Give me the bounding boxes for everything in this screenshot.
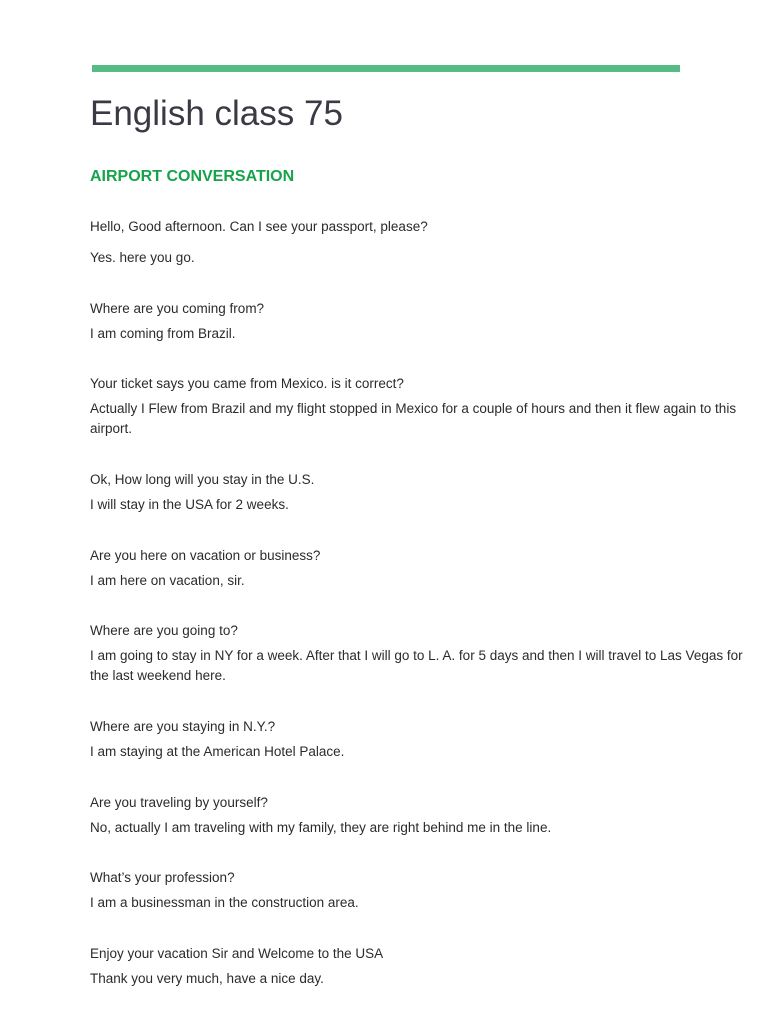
dialogue-line-traveler: I am a businessman in the construction area. (90, 895, 359, 910)
page-title: English class 75 (90, 94, 343, 133)
header-accent-rule (92, 65, 680, 72)
dialogue-line-traveler: I am coming from Brazil. (90, 326, 236, 341)
dialogue-line-officer: Are you here on vacation or business? (90, 548, 321, 563)
dialogue-line-traveler: No, actually I am traveling with my family, they are right behind me in the line. (90, 820, 552, 835)
dialogue-line-officer: Are you traveling by yourself? (90, 795, 268, 810)
dialogue-line-officer: Ok, How long will you stay in the U.S. (90, 472, 315, 487)
dialogue-line-officer: What’s your profession? (90, 870, 235, 885)
dialogue-line-officer: Where are you coming from? (90, 301, 265, 316)
dialogue-line-traveler: Yes. here you go. (90, 250, 195, 265)
dialogue-line-officer: Enjoy your vacation Sir and Welcome to the USA (90, 946, 384, 961)
section-heading: AIRPORT CONVERSATION (90, 168, 295, 185)
dialogue-line-officer: Your ticket says you came from Mexico. is it correct? (90, 376, 404, 391)
dialogue-line-officer: Where are you going to? (90, 623, 238, 638)
dialogue-line-traveler: I am staying at the American Hotel Palace. (90, 744, 345, 759)
dialogue-line-traveler: I am going to stay in NY for a week. After that I will go to L. A. for 5 days and then I will travel to Las Vegas for the last weekend here. (90, 648, 743, 683)
dialogue-line-traveler: I am here on vacation, sir. (90, 573, 245, 588)
dialogue-line-traveler: Actually I Flew from Brazil and my flight stopped in Mexico for a couple of hours and then it flew again to this airport. (90, 401, 737, 436)
dialogue-line-officer: Where are you staying in N.Y.? (90, 719, 276, 734)
dialogue-line-traveler: I will stay in the USA for 2 weeks. (90, 497, 289, 512)
dialogue-line-traveler: Thank you very much, have a nice day. (90, 971, 324, 986)
dialogue-line-officer: Hello, Good afternoon. Can I see your passport, please? (90, 219, 428, 234)
